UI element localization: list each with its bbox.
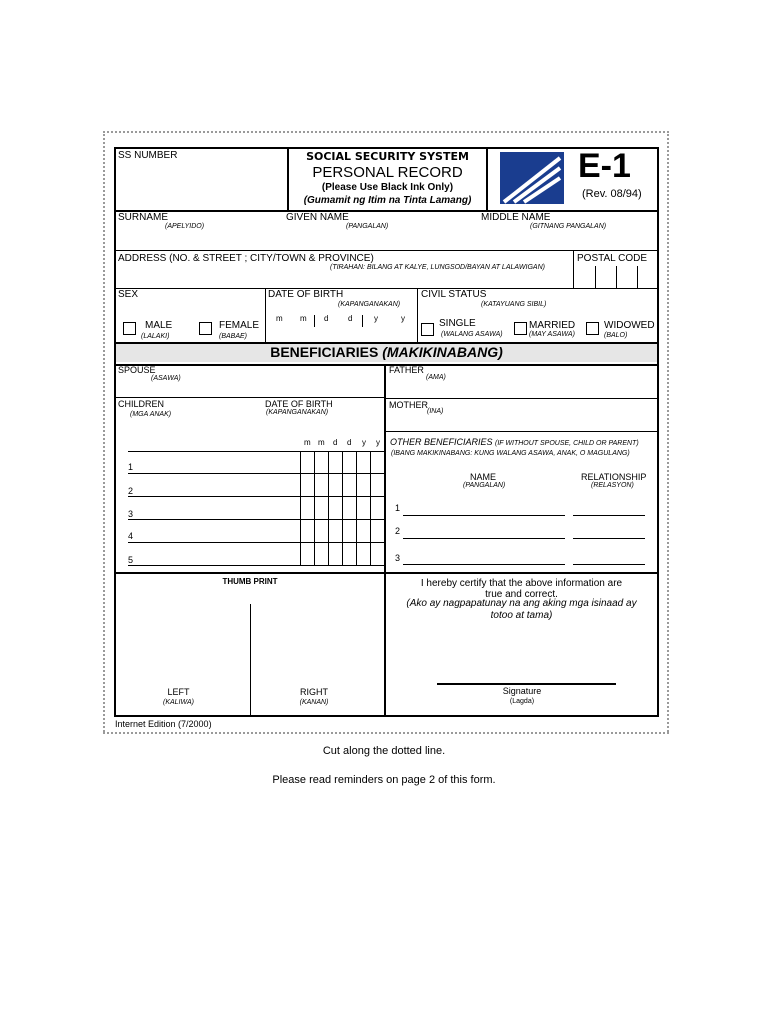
signature-label: Signature <box>502 686 542 696</box>
child-dob-letter: d <box>333 438 338 447</box>
form-code: E-1 <box>578 147 631 185</box>
mother-label: MOTHER <box>389 400 428 410</box>
beneficiaries-title <box>116 345 657 359</box>
divider <box>114 210 659 212</box>
married-label: MARRIED <box>529 320 576 331</box>
divider <box>573 250 574 288</box>
married-checkbox[interactable] <box>514 322 527 335</box>
child-row-number: 2 <box>128 486 134 496</box>
cut-line-top <box>103 131 669 133</box>
male-filipino: (LALAKI) <box>141 333 170 340</box>
name-field[interactable] <box>116 232 657 248</box>
name-column-label: NAME <box>470 472 497 482</box>
single-filipino: (WALANG ASAWA) <box>441 331 503 338</box>
widowed-checkbox[interactable] <box>586 322 599 335</box>
other-beneficiaries-text: OTHER BENEFICIARIES <box>390 437 493 447</box>
address-filipino: (TIRAHAN: BILANG AT KALYE, LUNGSOD/BAYAN AT LALAWIGAN) <box>330 264 545 271</box>
children-dob-filipino: (KAPANGANAKAN) <box>266 409 329 416</box>
civil-status-filipino: (KATAYUANG SIBIL) <box>481 301 547 308</box>
reminder-note: Please read reminders on page 2 of this form. <box>272 774 496 786</box>
given-name-filipino: (PANGALAN) <box>346 223 389 230</box>
divider <box>114 397 384 398</box>
ink-note-filipino: (Gumamit ng Itim na Tinta Lamang) <box>303 195 472 206</box>
married-filipino: (MAY ASAWA) <box>529 331 575 338</box>
child-dob-letter: y <box>376 438 380 447</box>
dob-letter: y <box>374 314 378 323</box>
dob-field[interactable] <box>267 300 415 340</box>
other-row-number: 2 <box>395 526 401 536</box>
children-dob-label: DATE OF BIRTH <box>265 399 333 409</box>
left-thumb-label: LEFT <box>167 687 190 697</box>
dob-letter: y <box>401 314 405 323</box>
child-dob-letter: y <box>362 438 366 447</box>
signature-line <box>437 683 616 685</box>
mother-field[interactable] <box>386 415 657 430</box>
female-filipino: (BABAE) <box>219 333 248 340</box>
spouse-label: SPOUSE <box>118 365 156 375</box>
male-label: MALE <box>145 320 173 331</box>
dob-letter: m <box>300 314 307 323</box>
child-dob-letter: m <box>304 438 311 447</box>
widowed-label: WIDOWED <box>604 320 655 331</box>
postal-code-label: POSTAL CODE <box>577 253 648 264</box>
right-thumb-label: RIGHT <box>300 687 328 697</box>
name-column-filipino: (PANGALAN) <box>463 482 506 489</box>
beneficiaries-title-text: BENEFICIARIES <box>270 344 379 360</box>
mother-filipino: (INA) <box>427 408 444 415</box>
divider <box>384 398 659 399</box>
dob-filipino: (KAPANGANAKAN) <box>338 301 401 308</box>
other-beneficiaries-filipino: (IBANG MAKIKINABANG: KUNG WALANG ASAWA, ANAK, O MAGULANG) <box>391 450 630 457</box>
dob-letter: m <box>276 314 283 323</box>
child-row-number: 3 <box>128 509 134 519</box>
female-checkbox[interactable] <box>199 322 212 335</box>
edition-note: Internet Edition (7/2000) <box>115 719 212 729</box>
children-label: CHILDREN <box>118 399 165 409</box>
spouse-field[interactable] <box>116 382 382 396</box>
cut-line-bottom <box>103 732 669 734</box>
signature-field[interactable] <box>437 650 616 682</box>
cut-line-left <box>103 131 105 732</box>
thumb-print-label: THUMB PRINT <box>222 577 278 586</box>
sss-logo <box>500 152 564 204</box>
child-dob-letter: m <box>318 438 325 447</box>
child-row-number: 4 <box>128 531 134 541</box>
other-beneficiaries-label <box>390 438 639 447</box>
form-title: PERSONAL RECORD <box>312 164 463 181</box>
beneficiaries-title-filipino: (MAKIKINABANG) <box>382 344 503 360</box>
agency-name: SOCIAL SECURITY SYSTEM <box>306 150 469 163</box>
single-label: SINGLE <box>439 318 476 329</box>
surname-filipino: (APELYIDO) <box>165 223 205 230</box>
certification-filipino: (Ako ay nagpapatunay na ang aking mga isinaad ay <box>406 598 637 609</box>
father-field[interactable] <box>386 382 657 397</box>
divider <box>265 288 266 342</box>
dob-label: DATE OF BIRTH <box>268 289 344 300</box>
dob-letter: d <box>324 314 329 323</box>
certification-filipino-2: totoo at tama) <box>490 610 553 621</box>
child-row-line <box>128 565 384 566</box>
children-table[interactable] <box>128 452 382 565</box>
middle-name-label: MIDDLE NAME <box>481 212 551 223</box>
civil-status-label: CIVIL STATUS <box>421 289 487 300</box>
female-label: FEMALE <box>219 320 260 331</box>
child-row-number: 1 <box>128 462 134 472</box>
certification-text: I hereby certify that the above information are <box>420 578 623 589</box>
right-thumb-filipino: (KANAN) <box>299 699 329 706</box>
middle-name-filipino: (GITNANG PANGALAN) <box>530 223 607 230</box>
father-label: FATHER <box>389 365 424 375</box>
left-thumb-filipino: (KALIWA) <box>163 699 194 706</box>
surname-label: SURNAME <box>118 212 169 223</box>
divider <box>114 288 659 289</box>
widowed-filipino: (BALO) <box>604 332 628 339</box>
single-checkbox[interactable] <box>421 323 434 336</box>
male-checkbox[interactable] <box>123 322 136 335</box>
address-label: ADDRESS (NO. & STREET ; CITY/TOWN & PROVINCE) <box>118 253 374 264</box>
other-row-number: 1 <box>395 503 401 513</box>
given-name-label: GIVEN NAME <box>286 212 349 223</box>
cut-line-right <box>667 131 669 732</box>
child-dob-letter: d <box>347 438 352 447</box>
divider <box>486 147 488 210</box>
divider <box>114 572 659 574</box>
other-beneficiaries-note: (IF WITHOUT SPOUSE, CHILD OR PARENT) <box>495 440 639 447</box>
cut-instruction: Cut along the dotted line. <box>322 745 446 757</box>
revision: (Rev. 08/94) <box>582 188 642 200</box>
divider <box>417 288 418 342</box>
address-field[interactable] <box>116 272 571 286</box>
ink-note: (Please Use Black Ink Only) <box>321 182 454 193</box>
child-row-number: 5 <box>128 555 134 565</box>
ss-number-field[interactable] <box>116 164 285 208</box>
ss-number-label: SS NUMBER <box>118 150 178 161</box>
signature-filipino: (Lagda) <box>509 698 535 705</box>
thumb-divider <box>250 604 251 717</box>
postal-code-field[interactable] <box>575 266 657 286</box>
father-filipino: (AMA) <box>426 374 446 381</box>
children-filipino: (MGA ANAK) <box>130 411 172 418</box>
divider <box>114 364 659 366</box>
relationship-column-filipino: (RELASYON) <box>591 482 634 489</box>
spouse-filipino: (ASAWA) <box>151 375 181 382</box>
dob-letter: d <box>348 314 353 323</box>
relationship-column-label: RELATIONSHIP <box>581 472 647 482</box>
divider <box>114 250 659 251</box>
other-beneficiaries-fields[interactable] <box>403 500 647 566</box>
divider <box>384 431 659 432</box>
sex-label: SEX <box>118 289 139 300</box>
certification-text-2: true and correct. <box>485 589 558 600</box>
other-row-number: 3 <box>395 553 401 563</box>
